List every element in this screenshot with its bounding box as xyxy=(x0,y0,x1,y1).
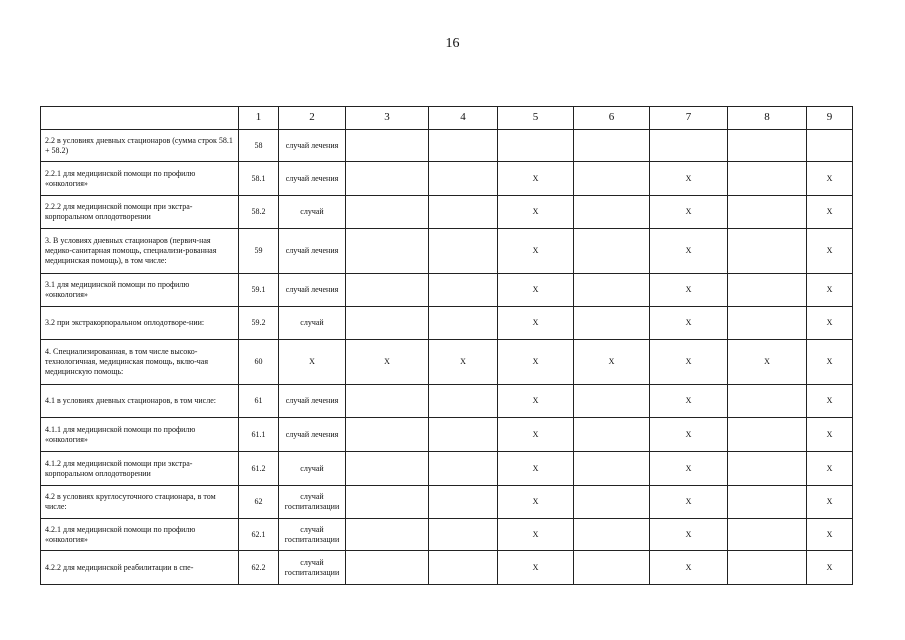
row-col4-cell: X xyxy=(429,340,498,385)
table-row xyxy=(41,418,853,452)
row-col9-cell: X xyxy=(807,486,853,519)
row-col3-cell xyxy=(346,452,429,486)
table-row xyxy=(41,307,853,340)
data-table xyxy=(40,106,853,585)
row-col5-cell: X xyxy=(498,486,574,519)
header-cell-5: 5 xyxy=(498,107,574,130)
row-col3-cell xyxy=(346,418,429,452)
row-code-cell: 61.1 xyxy=(239,418,279,452)
row-code-cell: 62.1 xyxy=(239,519,279,551)
row-col8-cell xyxy=(728,452,807,486)
row-col9-cell: X xyxy=(807,229,853,274)
row-col8-cell xyxy=(728,196,807,229)
header-cell-2: 2 xyxy=(279,107,346,130)
row-name-cell: 4.2 в условиях круглосуточного стационара, в том числе: xyxy=(41,486,239,519)
row-name-cell: 3.1 для медицинской помощи по профилю «онкология» xyxy=(41,274,239,307)
row-name-cell: 2.2.2 для медицинской помощи при экстра-корпоральном оплодотворении xyxy=(41,196,239,229)
row-col8-cell xyxy=(728,486,807,519)
row-col3-cell xyxy=(346,196,429,229)
row-col4-cell xyxy=(429,385,498,418)
header-cell-6: 6 xyxy=(574,107,650,130)
row-unit-cell: случай госпитализации xyxy=(279,551,346,585)
row-unit-cell: случай лечения xyxy=(279,418,346,452)
row-col3-cell xyxy=(346,486,429,519)
row-col9-cell xyxy=(807,130,853,162)
row-col5-cell: X xyxy=(498,385,574,418)
row-col3-cell xyxy=(346,551,429,585)
row-name-cell: 4.1.1 для медицинской помощи по профилю «онкология» xyxy=(41,418,239,452)
row-col6-cell xyxy=(574,196,650,229)
row-col7-cell: X xyxy=(650,307,728,340)
row-col6-cell xyxy=(574,162,650,196)
row-col6-cell xyxy=(574,452,650,486)
row-col5-cell: X xyxy=(498,519,574,551)
row-unit-cell: X xyxy=(279,340,346,385)
row-col6-cell xyxy=(574,130,650,162)
table-row xyxy=(41,340,853,385)
row-code-cell: 60 xyxy=(239,340,279,385)
row-col6-cell xyxy=(574,519,650,551)
row-col5-cell: X xyxy=(498,340,574,385)
row-col9-cell: X xyxy=(807,162,853,196)
header-cell-9: 9 xyxy=(807,107,853,130)
row-col3-cell xyxy=(346,307,429,340)
row-col4-cell xyxy=(429,196,498,229)
row-col8-cell xyxy=(728,130,807,162)
row-col6-cell xyxy=(574,486,650,519)
row-col3-cell xyxy=(346,385,429,418)
header-cell-7: 7 xyxy=(650,107,728,130)
row-col6-cell xyxy=(574,307,650,340)
row-col4-cell xyxy=(429,130,498,162)
row-col5-cell: X xyxy=(498,418,574,452)
row-unit-cell: случай госпитализации xyxy=(279,519,346,551)
row-col4-cell xyxy=(429,519,498,551)
table-row xyxy=(41,274,853,307)
row-col3-cell xyxy=(346,274,429,307)
row-col8-cell xyxy=(728,162,807,196)
header-cell-1: 1 xyxy=(239,107,279,130)
row-col8-cell xyxy=(728,229,807,274)
row-col7-cell: X xyxy=(650,452,728,486)
row-col7-cell: X xyxy=(650,229,728,274)
row-unit-cell: случай xyxy=(279,307,346,340)
page-number: 16 xyxy=(445,36,460,51)
row-unit-cell: случай xyxy=(279,452,346,486)
table-row xyxy=(41,519,853,551)
row-col4-cell xyxy=(429,229,498,274)
row-name-cell: 4. Специализированная, в том числе высоко-технологичная, медицинская помощь, вклю-чая медицинскую помощь: xyxy=(41,340,239,385)
row-col8-cell xyxy=(728,551,807,585)
row-col3-cell xyxy=(346,229,429,274)
row-col8-cell xyxy=(728,307,807,340)
table-row xyxy=(41,452,853,486)
row-name-cell: 4.1 в условиях дневных стационаров, в том числе: xyxy=(41,385,239,418)
row-col9-cell: X xyxy=(807,452,853,486)
row-unit-cell: случай лечения xyxy=(279,385,346,418)
table-row xyxy=(41,162,853,196)
row-col4-cell xyxy=(429,452,498,486)
row-col9-cell: X xyxy=(807,307,853,340)
row-col5-cell: X xyxy=(498,307,574,340)
row-code-cell: 58.2 xyxy=(239,196,279,229)
table-row xyxy=(41,229,853,274)
row-col9-cell: X xyxy=(807,196,853,229)
row-col6-cell: X xyxy=(574,340,650,385)
row-col7-cell: X xyxy=(650,196,728,229)
table-row xyxy=(41,385,853,418)
row-col6-cell xyxy=(574,385,650,418)
row-name-cell: 4.2.2 для медицинской реабилитации в спе- xyxy=(41,551,239,585)
row-col5-cell: X xyxy=(498,452,574,486)
row-unit-cell: случай лечения xyxy=(279,274,346,307)
row-col9-cell: X xyxy=(807,418,853,452)
header-cell-3: 3 xyxy=(346,107,429,130)
row-col3-cell: X xyxy=(346,340,429,385)
row-code-cell: 59 xyxy=(239,229,279,274)
row-unit-cell: случай госпитализации xyxy=(279,486,346,519)
row-col8-cell xyxy=(728,274,807,307)
row-col8-cell xyxy=(728,385,807,418)
row-name-cell: 3. В условиях дневных стационаров (первич-ная медико-санитарная помощь, специализи-рованная медицинская помощь), в том числе: xyxy=(41,229,239,274)
row-col5-cell: X xyxy=(498,274,574,307)
row-code-cell: 62.2 xyxy=(239,551,279,585)
row-col9-cell: X xyxy=(807,274,853,307)
row-col7-cell: X xyxy=(650,551,728,585)
row-col9-cell: X xyxy=(807,340,853,385)
row-col8-cell xyxy=(728,418,807,452)
row-col3-cell xyxy=(346,519,429,551)
row-name-cell: 3.2 при экстракорпоральном оплодотворе-нии: xyxy=(41,307,239,340)
row-col8-cell xyxy=(728,519,807,551)
row-col5-cell xyxy=(498,130,574,162)
row-col9-cell: X xyxy=(807,519,853,551)
table-row xyxy=(41,486,853,519)
row-col8-cell: X xyxy=(728,340,807,385)
row-col5-cell: X xyxy=(498,162,574,196)
row-col7-cell: X xyxy=(650,486,728,519)
row-code-cell: 59.2 xyxy=(239,307,279,340)
header-row xyxy=(41,107,853,130)
row-unit-cell: случай лечения xyxy=(279,162,346,196)
row-col5-cell: X xyxy=(498,229,574,274)
row-unit-cell: случай лечения xyxy=(279,229,346,274)
table-row xyxy=(41,551,853,585)
row-col4-cell xyxy=(429,307,498,340)
table-row xyxy=(41,130,853,162)
row-col7-cell: X xyxy=(650,340,728,385)
row-name-cell: 2.2 в условиях дневных стационаров (сумма строк 58.1 + 58.2) xyxy=(41,130,239,162)
row-col5-cell: X xyxy=(498,551,574,585)
row-code-cell: 61.2 xyxy=(239,452,279,486)
row-col4-cell xyxy=(429,418,498,452)
row-col4-cell xyxy=(429,486,498,519)
row-col6-cell xyxy=(574,551,650,585)
table-row xyxy=(41,196,853,229)
header-cell-0 xyxy=(41,107,239,130)
header-cell-4: 4 xyxy=(429,107,498,130)
row-col3-cell xyxy=(346,162,429,196)
row-col4-cell xyxy=(429,551,498,585)
row-code-cell: 62 xyxy=(239,486,279,519)
row-col4-cell xyxy=(429,274,498,307)
row-col3-cell xyxy=(346,130,429,162)
row-col6-cell xyxy=(574,274,650,307)
row-unit-cell: случай xyxy=(279,196,346,229)
row-col4-cell xyxy=(429,162,498,196)
row-col6-cell xyxy=(574,229,650,274)
row-name-cell: 4.1.2 для медицинской помощи при экстра-корпоральном оплодотворении xyxy=(41,452,239,486)
row-code-cell: 61 xyxy=(239,385,279,418)
row-name-cell: 2.2.1 для медицинской помощи по профилю «онкология» xyxy=(41,162,239,196)
row-col6-cell xyxy=(574,418,650,452)
row-code-cell: 59.1 xyxy=(239,274,279,307)
header-cell-8: 8 xyxy=(728,107,807,130)
row-col7-cell: X xyxy=(650,385,728,418)
row-col9-cell: X xyxy=(807,551,853,585)
row-code-cell: 58 xyxy=(239,130,279,162)
row-code-cell: 58.1 xyxy=(239,162,279,196)
row-unit-cell: случай лечения xyxy=(279,130,346,162)
row-col7-cell: X xyxy=(650,162,728,196)
row-col7-cell xyxy=(650,130,728,162)
row-col7-cell: X xyxy=(650,519,728,551)
row-name-cell: 4.2.1 для медицинской помощи по профилю «онкология» xyxy=(41,519,239,551)
row-col7-cell: X xyxy=(650,274,728,307)
row-col7-cell: X xyxy=(650,418,728,452)
row-col5-cell: X xyxy=(498,196,574,229)
row-col9-cell: X xyxy=(807,385,853,418)
